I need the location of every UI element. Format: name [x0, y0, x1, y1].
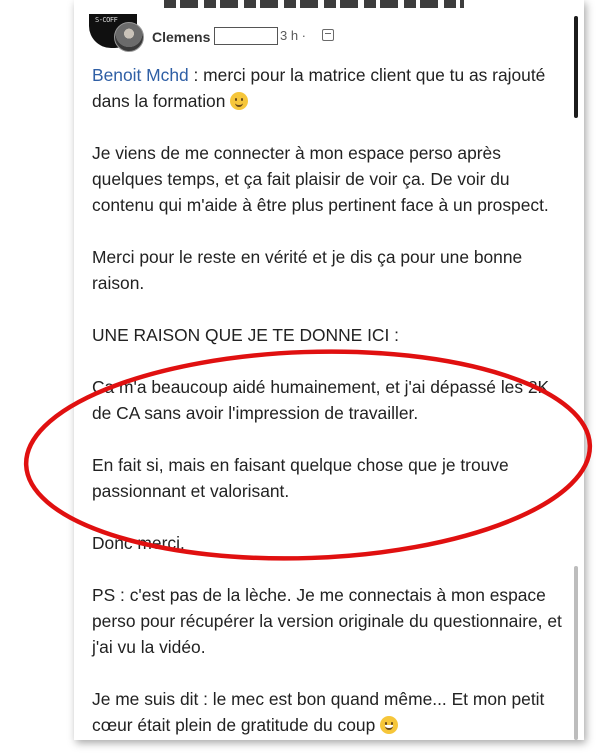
paragraph-5: Ca m'a beaucoup aidé humainement, et j'ai dépassé les 2K de CA sans avoir l'impression de travailler. [92, 377, 550, 423]
author-name[interactable]: Clemens [152, 29, 211, 45]
paragraph-3: Merci pour le reste en vérité et je dis ça pour une bonne raison. [92, 247, 523, 293]
grinning-emoji-icon [380, 716, 398, 734]
paragraph-1-text: : merci pour la matrice client que tu as rajouté dans la formation [92, 65, 546, 111]
paragraph-7: Donc merci. [92, 533, 185, 553]
post-timestamp[interactable]: 3 h · [280, 28, 307, 43]
post-body [92, 62, 564, 740]
paragraph-1 [92, 62, 564, 114]
paragraph-2: Je viens de me connecter à mon espace perso après quelques temps, et ça fait plaisir de voir ça. De voir du contenu qui m'aide à être plus pertinent face à un prospect. [92, 143, 549, 215]
avatar[interactable] [114, 22, 144, 52]
scrollbar-track[interactable] [574, 566, 578, 740]
paragraph-4: UNE RAISON QUE JE TE DONNE ICI : [92, 325, 399, 345]
paragraph-8: PS : c'est pas de la lèche. Je me connectais à mon espace perso pour récupérer la version originale du questionnaire, et j'ai vu la vidéo. [92, 585, 562, 657]
friends-privacy-icon [322, 29, 334, 41]
slightly-smiling-emoji-icon [230, 92, 248, 110]
cropped-header [74, 0, 584, 14]
paragraph-9-text: Je me suis dit : le mec est bon quand même... Et mon petit cœur était plein de gratitude du coup [92, 689, 545, 735]
group-badge-text: S-COFF [95, 16, 118, 24]
paragraph-6: En fait si, mais en faisant quelque chose que je trouve passionnant et valorisant. [92, 455, 509, 501]
cropped-title-text [164, 0, 464, 8]
mention-link[interactable]: Benoit Mchd [92, 65, 189, 85]
paragraph-9 [92, 686, 564, 738]
redacted-name-box [214, 27, 278, 45]
scrollbar-thumb[interactable] [574, 16, 578, 118]
post-card [74, 0, 584, 740]
